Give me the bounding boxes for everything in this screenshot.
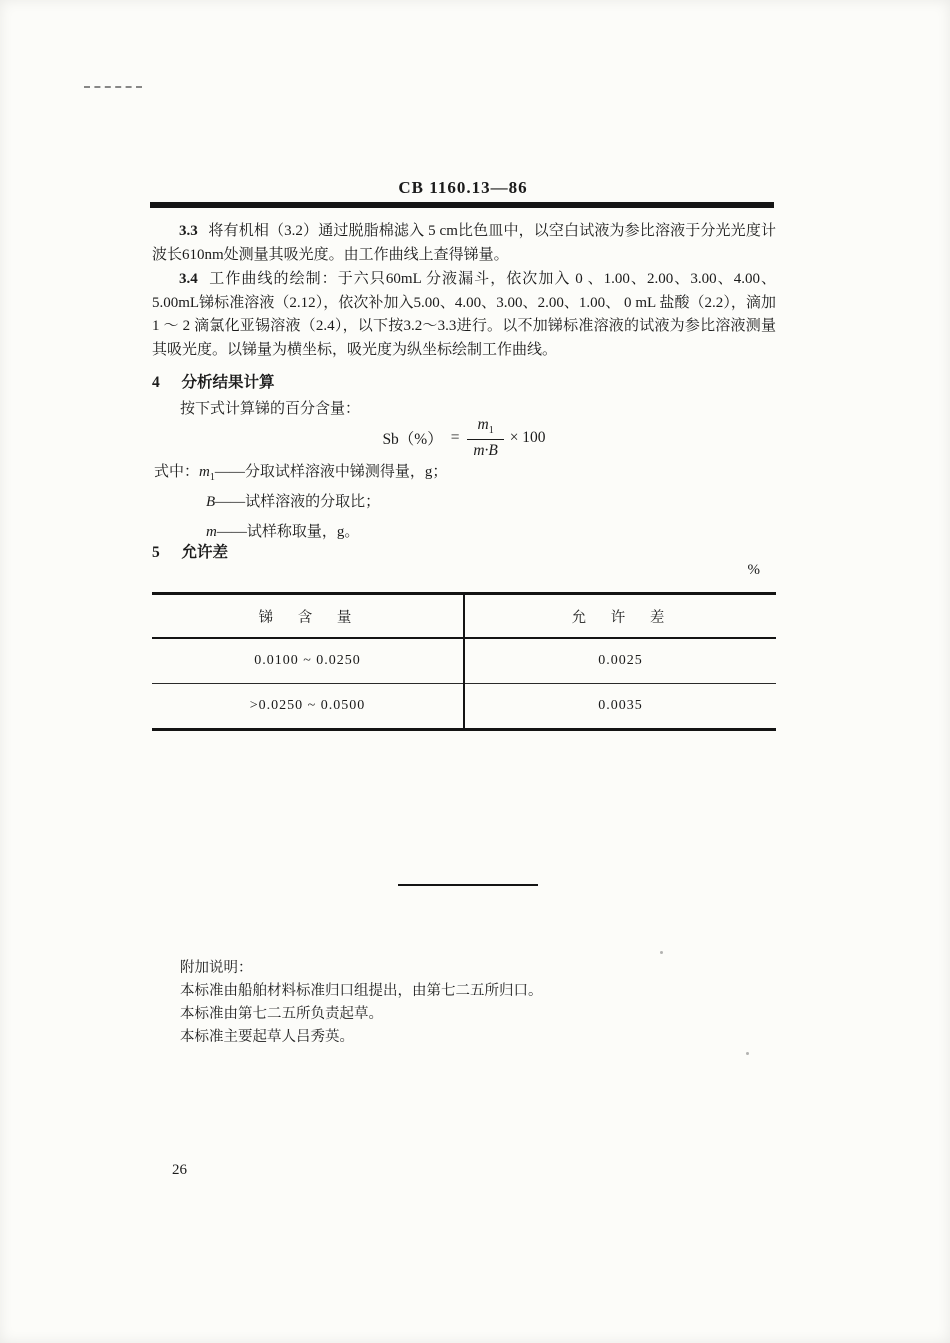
cell-tolerance-value: 0.0035 xyxy=(464,684,776,730)
paragraph-3-3 xyxy=(152,220,776,267)
where-prefix: 式中： xyxy=(154,464,200,480)
section-5-heading xyxy=(152,540,228,562)
where-symbol: m xyxy=(199,464,210,480)
fraction-numerator xyxy=(467,416,503,439)
section-4-heading xyxy=(152,370,274,392)
end-of-text-rule xyxy=(398,884,538,886)
where-symbol-sub: 1 xyxy=(209,472,215,483)
numerator-symbol: m xyxy=(477,416,489,434)
section-number: 5 xyxy=(152,544,160,561)
header-tolerance: 允 许 差 xyxy=(464,594,776,639)
clause-text: 工作曲线的绘制：于六只60mL 分液漏斗，依次加入 0 、1.00、2.00、3.00、4.00、5.00mL锑标准溶液（2.12），依次补加入5.00、4.00、3.00、2.00、1.00、 0 mL 盐酸（2.2），滴加 1 ～ 2 滴氯化亚锡溶液（2.4），以下按3.2～3.3进行。以不加锑标准溶液的试液为参比溶液测量其吸光度。以锑量为横坐标，吸光度为纵坐标绘制工作曲线。 xyxy=(152,271,776,358)
table-row xyxy=(152,638,776,684)
where-desc: ——分取试样溶液中锑测得量，g； xyxy=(214,464,448,480)
fraction xyxy=(467,416,503,459)
where-symbol: B xyxy=(206,494,216,510)
where-desc: ——试样溶液的分取比； xyxy=(215,494,381,510)
cell-antimony-range: >0.0250 ~ 0.0500 xyxy=(152,684,464,730)
paragraph-3-4 xyxy=(152,268,776,362)
table-row xyxy=(152,684,776,730)
section-title: 分析结果计算 xyxy=(181,374,275,391)
table-header-row xyxy=(152,594,776,639)
header-rule xyxy=(150,202,774,208)
header-antimony-content: 锑 含 量 xyxy=(152,594,464,639)
clauses-block xyxy=(152,220,776,363)
standard-number: CB 1160.13—86 xyxy=(398,178,528,197)
where-line xyxy=(206,520,447,550)
fraction-denominator: m·B xyxy=(473,441,498,459)
where-line xyxy=(206,490,447,520)
note-line: 本标准由船舶材料标准归口组提出，由第七二五所归口。 xyxy=(180,983,543,999)
where-desc: ——试样称取量，g。 xyxy=(216,524,360,540)
cell-tolerance-value: 0.0025 xyxy=(464,638,776,684)
notes-title: 附加说明： xyxy=(180,960,253,976)
section-title: 允许差 xyxy=(181,544,228,561)
formula-lead: 按下式计算锑的百分含量： xyxy=(180,401,361,417)
formula-sb-percent xyxy=(152,415,776,461)
where-symbol: m xyxy=(206,524,217,540)
scan-speck xyxy=(746,1052,749,1055)
clause-number: 3.4 xyxy=(179,271,198,287)
page-number: 26 xyxy=(172,1162,187,1178)
clause-number: 3.3 xyxy=(179,223,198,239)
numerator-subscript: 1 xyxy=(488,425,494,437)
table-unit-label: % xyxy=(747,562,760,578)
note-line: 本标准由第七二五所负责起草。 xyxy=(180,1006,383,1022)
formula-lhs: Sb（%） xyxy=(382,431,443,448)
where-line xyxy=(154,460,447,490)
note-line: 本标准主要起草人吕秀英。 xyxy=(180,1029,354,1045)
formula-where-block xyxy=(154,460,447,550)
formula-multiplier: × 100 xyxy=(509,429,546,446)
tolerance-table xyxy=(152,592,776,731)
scan-speck xyxy=(660,951,663,954)
clause-text: 将有机相（3.2）通过脱脂棉滤入 5 cm比色皿中，以空白试液为参比溶液于分光光度计波长610nm处测量其吸光度。由工作曲线上查得锑量。 xyxy=(152,223,776,263)
additional-notes xyxy=(180,957,543,1049)
section-number: 4 xyxy=(152,374,160,391)
cell-antimony-range: 0.0100 ~ 0.0250 xyxy=(254,653,361,668)
scan-artifact-dashes xyxy=(84,86,142,88)
equals-sign: = xyxy=(450,429,460,446)
